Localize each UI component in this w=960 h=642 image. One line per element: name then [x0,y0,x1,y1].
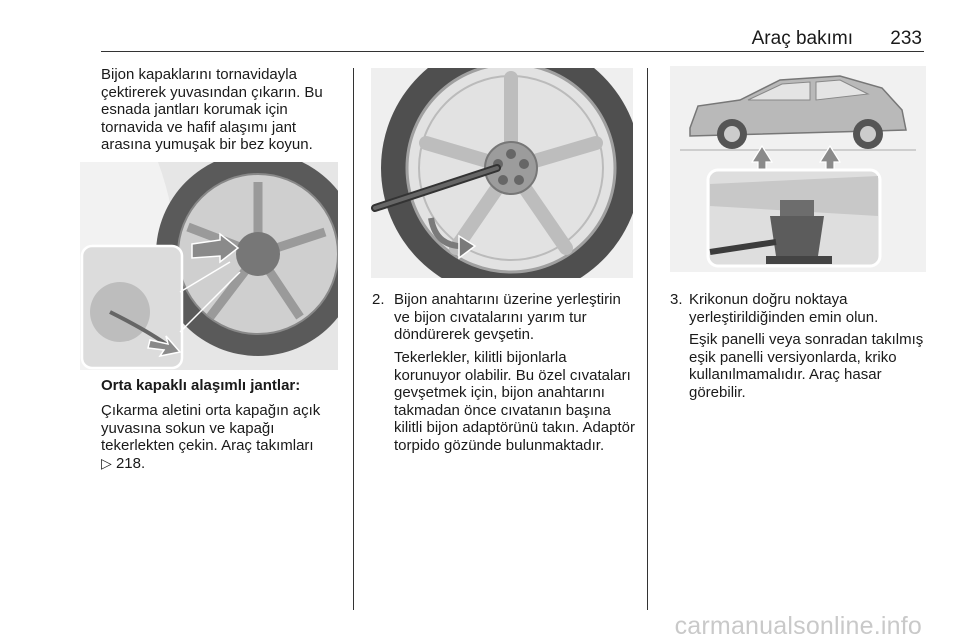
step-2-text: Bijon anahtarını üzerine yerleştirin ve bijon cıvatalarını yarım tur döndürerek gevşetin. [394,291,621,344]
hubcap-removal-illustration [80,162,338,370]
watermark: carmanualsonline.info [674,612,922,640]
alloy-paragraph-text: Çıkarma aletini orta kapağın açık yuvasına sokun ve kapağı tekerlekten çekin. Araç takımları [101,402,321,455]
step-2-note: Tekerlekler, kilitli bijonlarla korunuyor olabilir. Bu özel cıvataları gevşetmek için, bijon anahtarını takmadan önce cıvatanın başına kilitli bijon adaptörünü takın. Adaptör torpido gözünde bulunmaktadır. [394,349,635,454]
page-title: Araç bakımı [751,28,853,49]
alloy-paragraph [101,402,345,472]
intro-paragraph: Bijon kapaklarını tornavidayla çektirerek yuvasından çıkarın. Bu esnada jantları korumak için tornavida ve hafif alaşımı jant arasına yumuşak bir bez koyun. [101,66,323,154]
wheel-wrench-illustration [371,68,633,278]
header-rule [101,51,924,52]
step-3-text: Krikonun doğru noktaya yerleştirildiğinden emin olun. [689,291,879,326]
arrow-reference-icon: ▷ [101,454,112,471]
page-number: 233 [890,28,922,49]
step-3-note: Eşik panelli veya sonradan takılmış eşik panelli versiyonlarda, kriko kullanılmamalıdır. Araç hasar görebilir. [689,331,924,401]
xref-page[interactable]: 218. [115,454,146,472]
column-divider-2 [647,68,648,610]
car-jack-illustration [670,66,926,272]
column-divider-1 [353,68,354,610]
alloy-heading: Orta kapaklı alaşımlı jantlar: [101,377,301,394]
step-3-number: 3. [670,291,683,308]
step-2-number: 2. [372,291,385,308]
